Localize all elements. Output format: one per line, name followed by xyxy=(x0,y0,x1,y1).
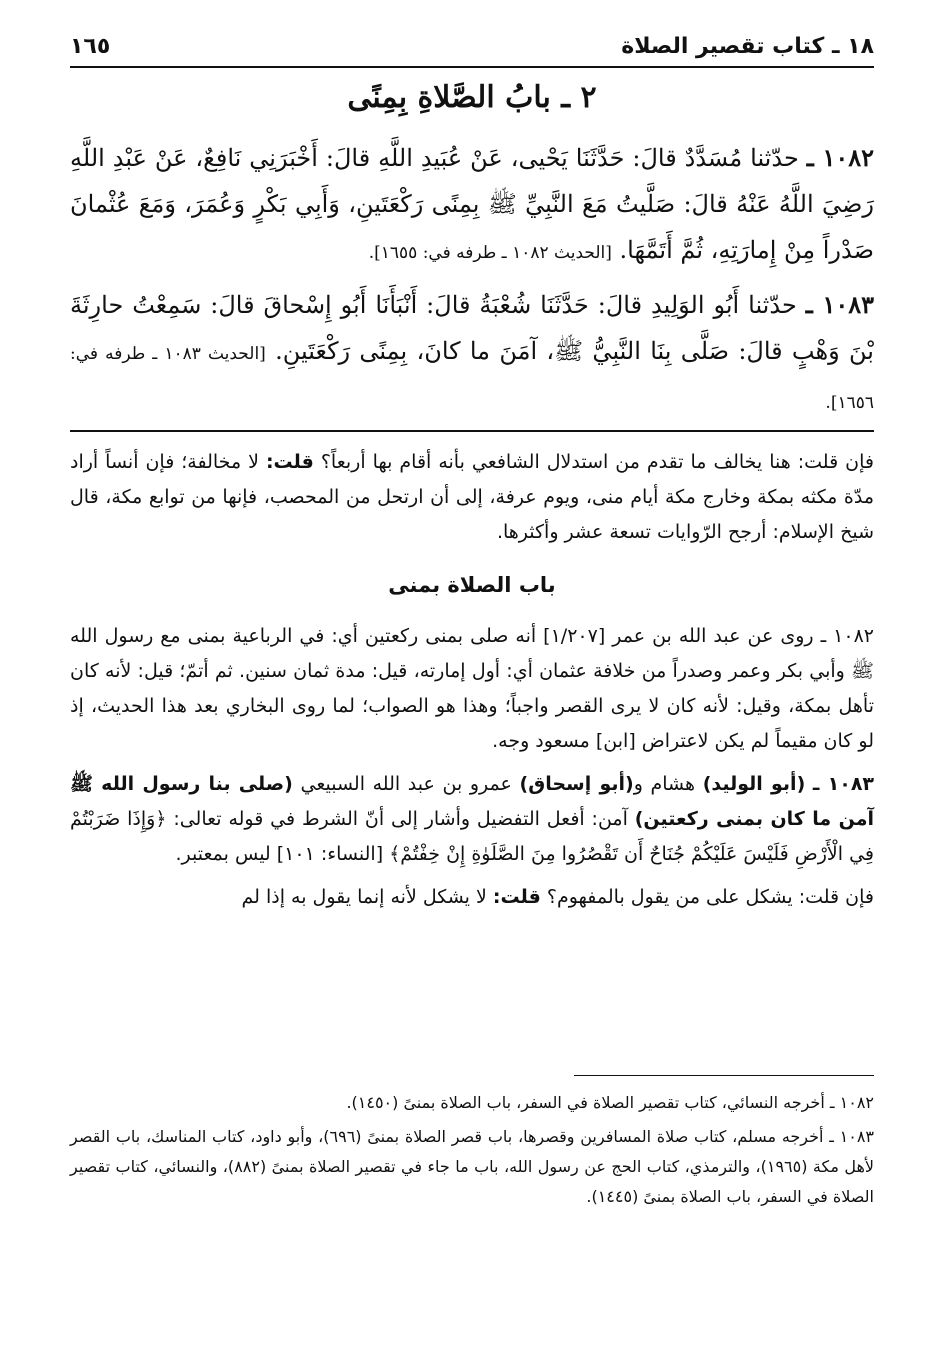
footnotes xyxy=(70,1088,874,1216)
commentary-subtitle: باب الصلاة بمنى xyxy=(388,573,556,597)
commentary-text: عمرو بن عبد الله السبيعي xyxy=(300,773,512,795)
commentary-section xyxy=(70,445,874,923)
quoted-term: (أبو الوليد) xyxy=(702,773,806,795)
hadith-1082 xyxy=(70,135,874,276)
chapter-title: ٢ ـ بابُ الصَّلاةِ بِمِنًى xyxy=(347,80,597,115)
answer-text: لا مخالفة؛ فإن أنساً أراد مدّة مكثه بمكة وخارج مكة أيام منى، ويوم عرفة، إلى أن ارتحل من المحصب، فإنها من توابع مكة، قال شيخ الإسلام: أرجح الرّوايات تسعة عشر وأكثرها. xyxy=(70,451,874,543)
footnote: ١٠٨٣ ـ أخرجه مسلم، كتاب صلاة المسافرين وقصرها، باب قصر الصلاة بمنىً (٦٩٦)، وأبو داود، كتاب المناسك، باب القصر لأهل مكة (١٩٦٥)، والترمذي، كتاب الحج عن رسول الله، باب ما جاء في تقصير الصلاة بمنىً (٨٨٢)، والنسائي، كتاب تقصير الصلاة في السفر، باب الصلاة بمنىً (١٤٤٥). xyxy=(70,1127,875,1206)
answer-marker: قلت: xyxy=(265,451,314,473)
hadith-reference: [الحديث ١٠٨٣ ـ طرفه في: ١٦٥٦]. xyxy=(70,344,874,413)
hadith-text: حدّثنا مُسَدَّدٌ قالَ: حَدَّثَنَا يَحْيى، عَنْ عُبَيدِ اللَّهِ قالَ: أَخْبَرَنِي نَافِعٌ، عَنْ عَبْدِ اللَّهِ رَضِيَ اللَّهُ عَنْهُ قالَ: صَلَّيتُ مَعَ النَّبِيِّ ﷺ بِمِنًى رَكْعَتَينِ، وَأَبِي بَكْرٍ وَعُمَرَ، وَمَعَ عُثْمانَ صَدْراً مِنْ إِمارَتِهِ، ثُمَّ أَتَمَّهَا. xyxy=(70,144,874,264)
question-text: فإن قلت: يشكل على من يقول بالمفهوم؟ xyxy=(546,886,874,908)
answer-text: لا يشكل لأنه إنما يقول به إذا لم xyxy=(241,886,487,908)
commentary-paragraph xyxy=(70,880,874,915)
running-header xyxy=(70,28,874,64)
chapter-running-title: ١٨ ـ كتاب تقصير الصلاة xyxy=(621,33,874,59)
commentary-paragraph xyxy=(70,445,874,550)
hadith-text: حدّثنا أَبُو الوَلِيدِ قالَ: حَدَّثَنَا شُعْبَةُ قالَ: أَنْبَأَنَا أَبُو إِسْحاقَ قالَ: سَمِعْتُ حارِثَةَ بْنَ وَهْبٍ قالَ: صَلَّى بِنَا النَّبِيُّ ﷺ، آمَنَ ما كانَ، بِمِنًى رَكْعَتَينِ. xyxy=(70,291,874,365)
commentary-paragraph xyxy=(70,767,874,872)
commentary-text: هشام و xyxy=(633,773,696,795)
commentary-text: آمن: أفعل التفضيل وأشار إلى أنّ الشرط في قوله تعالى: ﴿وَإِذَا ضَرَبْتُمْ فِي الْأَرْضِ فَلَيْسَ عَلَيْكُمْ جُنَاحٌ أَن تَقْصُرُوا مِنَ الصَّلَوٰةِ إِنْ خِفْتُمْ﴾ [النساء: ١٠١] ليس بمعتبر. xyxy=(70,808,874,865)
hadith-1083 xyxy=(70,282,874,426)
commentary-paragraph: ١٠٨٢ ـ روى عن عبد الله بن عمر [١/٢٠٧] أنه صلى بمنى ركعتين أي: في الرباعية بمنى مع رسول الله ﷺ وأبي بكر وعمر وصدراً من خلافة عثمان أي: أول إمارته، قيل: مدة ثمان سنين. ثم أتمّ؛ قيل: لأنه كان تأهل بمكة، وقيل: لأنه كان لا يرى القصر واجباً؛ وهذا هو الصواب؛ لما روى البخاري بعد هذا الحديث، إذ لو كان مقيماً لم يكن لاعتراض [ابن] مسعود وجه. xyxy=(70,625,874,752)
page-number: ١٦٥ xyxy=(70,33,111,59)
footnote: ١٠٨٢ ـ أخرجه النسائي، كتاب تقصير الصلاة في السفر، باب الصلاة بمنىً (١٤٥٠). xyxy=(346,1093,874,1112)
commentary-number: ١٠٨٣ ـ xyxy=(812,773,875,795)
quoted-term: (صلى بنا رسول الله ﷺ آمن ما كان بمنى ركعتين) xyxy=(70,773,874,830)
hadith-section xyxy=(70,135,874,432)
quoted-term: (أبو إسحاق) xyxy=(519,773,634,795)
footnote-divider xyxy=(574,1075,874,1076)
hadith-reference: [الحديث ١٠٨٢ ـ طرفه في: ١٦٥٥]. xyxy=(368,243,612,263)
header-divider xyxy=(70,66,874,68)
question-text: فإن قلت: هنا يخالف ما تقدم من استدلال الشافعي بأنه أقام بها أربعاً؟ xyxy=(320,451,874,473)
answer-marker: قلت: xyxy=(492,886,541,908)
section-divider xyxy=(70,430,874,432)
hadith-number: ١٠٨٢ ـ xyxy=(806,143,874,172)
hadith-number: ١٠٨٣ ـ xyxy=(805,290,874,319)
